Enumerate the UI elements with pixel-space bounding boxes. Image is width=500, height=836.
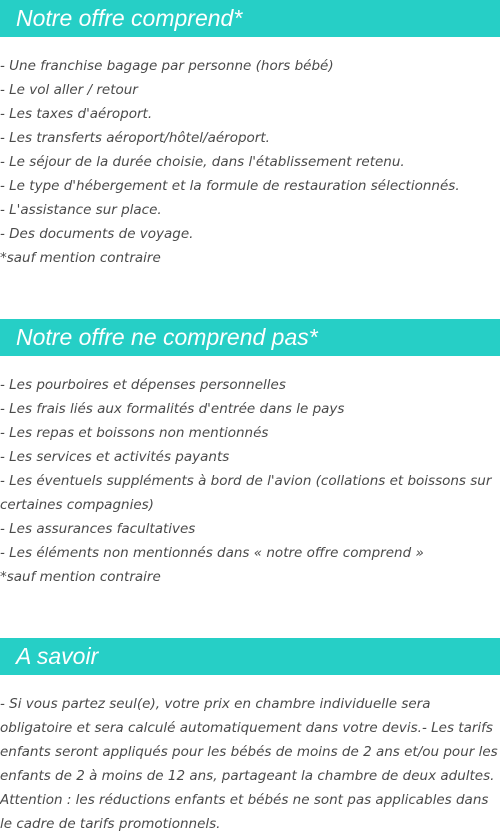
list-item: - Le vol aller / retour bbox=[0, 82, 138, 98]
list-item: - Le type d'hébergement et la formule de restauration sélectionnés. bbox=[0, 178, 460, 194]
list-item: - Les assurances facultatives bbox=[0, 521, 196, 537]
list-item: - Les transferts aéroport/hôtel/aéroport. bbox=[0, 130, 270, 146]
list-item: - Le séjour de la durée choisie, dans l'établissement retenu. bbox=[0, 154, 405, 170]
list-item: - Des documents de voyage. bbox=[0, 226, 194, 242]
section-header-a-savoir: A savoir bbox=[0, 638, 500, 675]
section-header-offre-comprend: Notre offre comprend* bbox=[0, 0, 500, 37]
section-header-offre-ne-comprend-pas: Notre offre ne comprend pas* bbox=[0, 319, 500, 356]
list-item: - L'assistance sur place. bbox=[0, 202, 162, 218]
excluded-items-list bbox=[0, 373, 500, 565]
included-note: *sauf mention contraire bbox=[0, 250, 161, 266]
list-item: - Les éventuels suppléments à bord de l'avion (collations et boissons sur certaines compagnies) bbox=[0, 473, 492, 513]
list-item: - Les pourboires et dépenses personnelles bbox=[0, 377, 286, 393]
list-item: - Les repas et boissons non mentionnés bbox=[0, 425, 269, 441]
list-item: - Les services et activités payants bbox=[0, 449, 230, 465]
included-items-list bbox=[0, 54, 500, 246]
list-item: - Les taxes d'aéroport. bbox=[0, 106, 153, 122]
excluded-note: *sauf mention contraire bbox=[0, 569, 161, 585]
a-savoir-paragraph: - Si vous partez seul(e), votre prix en chambre individuelle sera obligatoire et sera calculé automatiquement dans votre devis.- Les tarifs enfants seront appliqués pour les bébés de moins de 2 ans et/ou pour les enfants de 2 à moins de 12 ans, partageant la chambre de deux adultes. Attention : les réductions enfants et bébés ne sont pas applicables dans le cadre de tarifs promotionnels. bbox=[0, 696, 498, 832]
list-item: - Les éléments non mentionnés dans « notre offre comprend » bbox=[0, 545, 424, 561]
list-item: - Une franchise bagage par personne (hors bébé) bbox=[0, 58, 334, 74]
list-item: - Les frais liés aux formalités d'entrée dans le pays bbox=[0, 401, 345, 417]
